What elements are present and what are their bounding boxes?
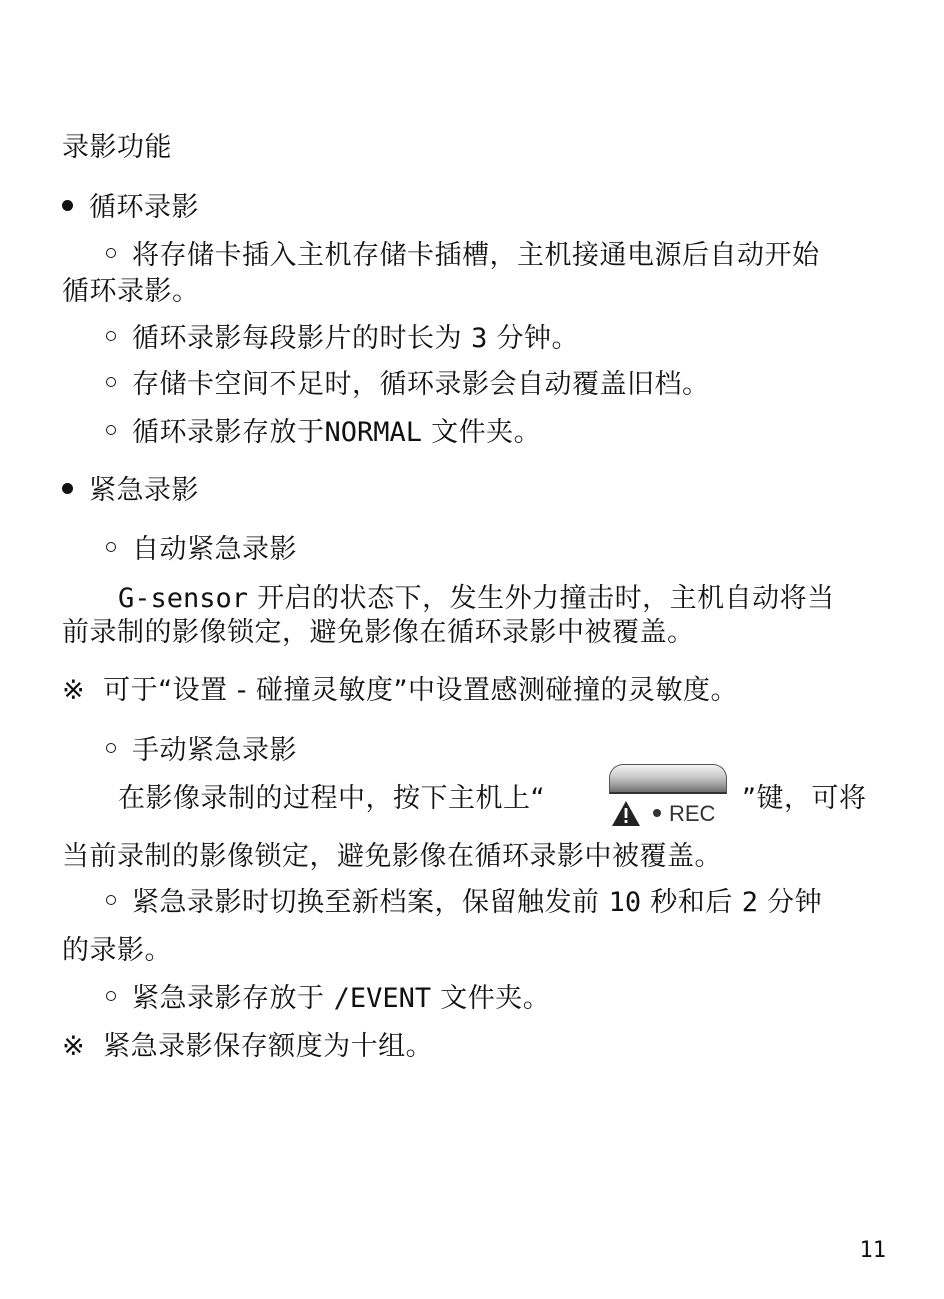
- circle-bullet-icon: [106, 248, 116, 258]
- normal-folder-name: NORMAL: [324, 417, 423, 448]
- auto-emergency-title: [106, 533, 297, 567]
- event-folder-end: 文件夹。: [440, 983, 551, 1014]
- gsensor-term: G-sensor: [118, 583, 249, 614]
- circle-bullet-icon: [106, 425, 116, 435]
- note-sensitivity-text: 可于“设置 - 碰撞灵敏度”中设置感测碰撞的灵敏度。: [103, 675, 739, 706]
- bullet-emergency-recording: [62, 474, 199, 508]
- page-number: 11: [859, 1238, 886, 1263]
- post-trigger-minutes: 2: [741, 887, 759, 918]
- rec-label: [653, 801, 715, 827]
- loop-item-2-unit: 分钟。: [496, 323, 579, 354]
- auto-emergency-desc: [118, 582, 835, 616]
- loop-item-4-end: 文件夹。: [431, 417, 542, 448]
- circle-bullet-icon: [106, 895, 116, 905]
- manual-emergency-desc: 在影像录制的过程中，按下主机上“: [118, 783, 545, 814]
- loop-item-1: [106, 239, 820, 273]
- loop-item-3-text: 存储卡空间不足时，循环录影会自动覆盖旧档。: [132, 369, 710, 400]
- circle-bullet-icon: [106, 991, 116, 1001]
- bullet-icon: [62, 200, 73, 211]
- auto-emergency-title-text: 自动紧急录影: [132, 534, 297, 565]
- switch-file-text: 紧急录影时切换至新档案，保留触发前: [132, 887, 600, 918]
- bullet-icon: [62, 483, 73, 494]
- manual-emergency-title: [106, 734, 297, 768]
- section-heading: 录影功能: [62, 132, 172, 163]
- reference-mark: ※: [62, 1031, 86, 1062]
- loop-item-1-text: 将存储卡插入主机存储卡插槽，主机接通电源后自动开始: [132, 240, 820, 271]
- bullet-loop-recording: [62, 191, 199, 225]
- rec-button-cap: [609, 764, 727, 794]
- circle-bullet-icon: [106, 331, 116, 341]
- loop-item-1-cont: 循环录影。: [62, 276, 200, 307]
- auto-emergency-desc-text: 开启的状态下，发生外力撞击时，主机自动将当: [257, 583, 835, 614]
- note-quota-text: 紧急录影保存额度为十组。: [103, 1031, 434, 1062]
- switch-file-mid: 秒和后: [650, 887, 733, 918]
- loop-item-4: [106, 416, 541, 450]
- loop-title: 循环录影: [89, 192, 199, 223]
- loop-item-2: [106, 322, 579, 356]
- rec-button-illustration: [607, 764, 731, 830]
- event-folder-name: /EVENT: [333, 983, 432, 1014]
- loop-item-4-text: 循环录影存放于: [132, 417, 325, 448]
- manual-emergency-desc-cont: 当前录制的影像锁定，避免影像在循环录影中被覆盖。: [62, 841, 722, 872]
- event-folder-note: [106, 982, 550, 1016]
- pre-trigger-seconds: 10: [608, 887, 642, 918]
- circle-bullet-icon: [106, 743, 116, 753]
- loop-item-3: [106, 368, 710, 402]
- rec-label-text: REC: [669, 801, 716, 826]
- auto-emergency-desc-cont: 前录制的影像锁定，避免影像在循环录影中被覆盖。: [62, 617, 695, 648]
- circle-bullet-icon: [106, 377, 116, 387]
- reference-mark: ※: [62, 675, 86, 706]
- warning-triangle-icon: [611, 800, 641, 827]
- circle-bullet-icon: [106, 542, 116, 552]
- loop-item-2-text: 循环录影每段影片的时长为: [132, 323, 462, 354]
- manual-emergency-desc-end: ”键，可将: [742, 783, 867, 814]
- switch-file-unit: 分钟: [767, 887, 823, 918]
- loop-duration-value: 3: [471, 323, 488, 354]
- manual-emergency-title-text: 手动紧急录影: [132, 735, 297, 766]
- note-sensitivity: [62, 674, 738, 708]
- note-quota: [62, 1030, 433, 1064]
- record-dot-icon: [653, 809, 661, 817]
- switch-file-note: [106, 886, 822, 920]
- event-folder-text: 紧急录影存放于: [132, 983, 325, 1014]
- emergency-title: 紧急录影: [89, 475, 199, 506]
- switch-file-note-cont: 的录影。: [62, 935, 172, 966]
